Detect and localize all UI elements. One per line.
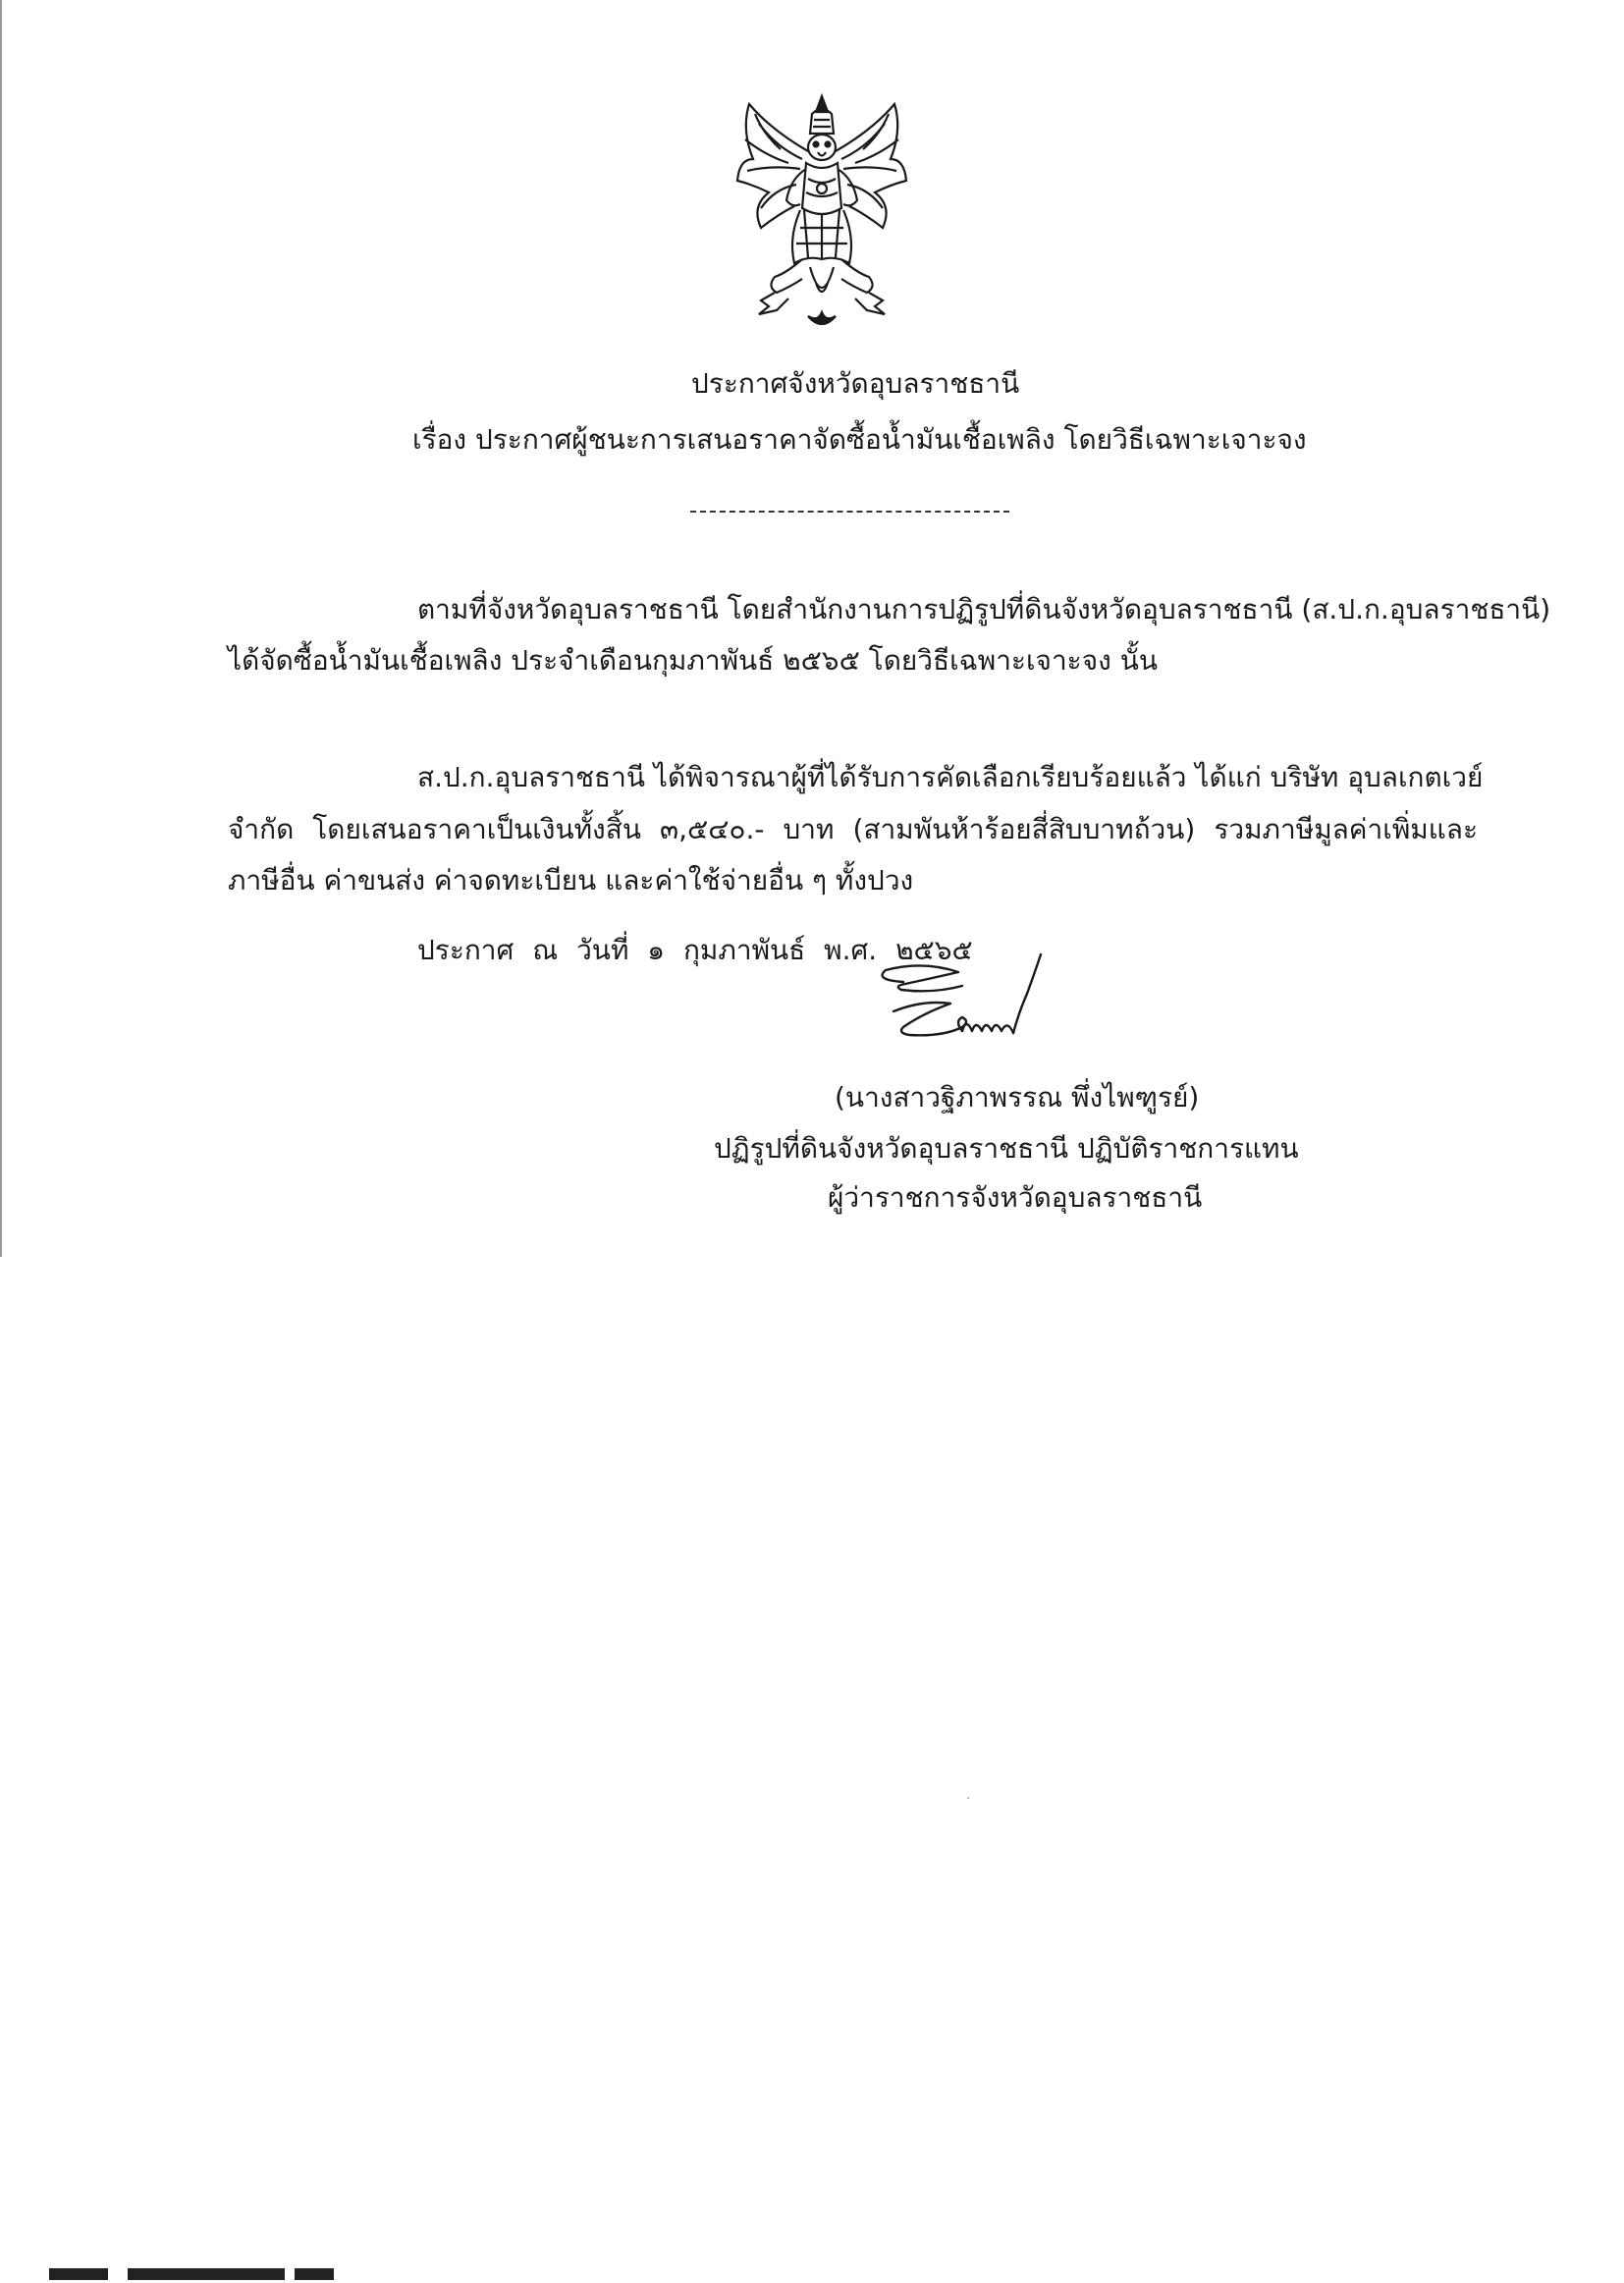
scan-footer-mark xyxy=(128,2268,285,2280)
paragraph-2-line-2: จำกัด โดยเสนอราคาเป็นเงินทั้งสิ้น ๓,๕๔๐.- บาท (สามพันห้าร้อยสี่สิบบาทถ้วน) รวมภาษีมูลค่าเพิ่มและ xyxy=(228,813,1478,845)
announcement-date: ประกาศ ณ วันที่ ๑ กุมภาพันธ์ พ.ศ. ๒๕๖๕ xyxy=(417,934,973,966)
signatory-name: (นางสาวฐิภาพรรณ พึ่งไพฑูรย์) xyxy=(835,1081,1200,1114)
signatory-position-line-2: ผู้ว่าราชการจังหวัดอุบลราชธานี xyxy=(828,1181,1203,1214)
handwritten-signature-icon xyxy=(864,943,1090,1075)
scan-speck xyxy=(967,1797,969,1799)
paragraph-1-line-1: ตามที่จังหวัดอุบลราชธานี โดยสำนักงานการปฏิรูปที่ดินจังหวัดอุบลราชธานี (ส.ป.ก.อุบลราชธานี) xyxy=(417,593,1551,625)
scan-footer-mark xyxy=(49,2268,108,2280)
scan-edge-mark xyxy=(0,0,2,1257)
garuda-emblem-icon xyxy=(731,90,913,336)
document-subject: เรื่อง ประกาศผู้ชนะการเสนอราคาจัดซื้อน้ำมันเชื้อเพลิง โดยวิธีเฉพาะเจาะจง xyxy=(412,423,1307,456)
signatory-position-line-1: ปฏิรูปที่ดินจังหวัดอุบลราชธานี ปฏิบัติราชการแทน xyxy=(714,1132,1299,1165)
paragraph-1-line-2: ได้จัดซื้อน้ำมันเชื้อเพลิง ประจำเดือนกุมภาพันธ์ ๒๕๖๕ โดยวิธีเฉพาะเจาะจง นั้น xyxy=(228,644,1158,677)
scan-footer-mark xyxy=(295,2268,334,2280)
document-title: ประกาศจังหวัดอุบลราชธานี xyxy=(691,367,1020,400)
separator-dashes xyxy=(690,511,1009,513)
paragraph-2-line-3: ภาษีอื่น ค่าขนส่ง ค่าจดทะเบียน และค่าใช้จ่ายอื่น ๆ ทั้งปวง xyxy=(228,864,914,897)
paragraph-2-line-1: ส.ป.ก.อุบลราชธานี ได้พิจารณาผู้ที่ได้รับการคัดเลือกเรียบร้อยแล้ว ได้แก่ บริษัท อุบลเกตเวย์ xyxy=(417,761,1484,793)
